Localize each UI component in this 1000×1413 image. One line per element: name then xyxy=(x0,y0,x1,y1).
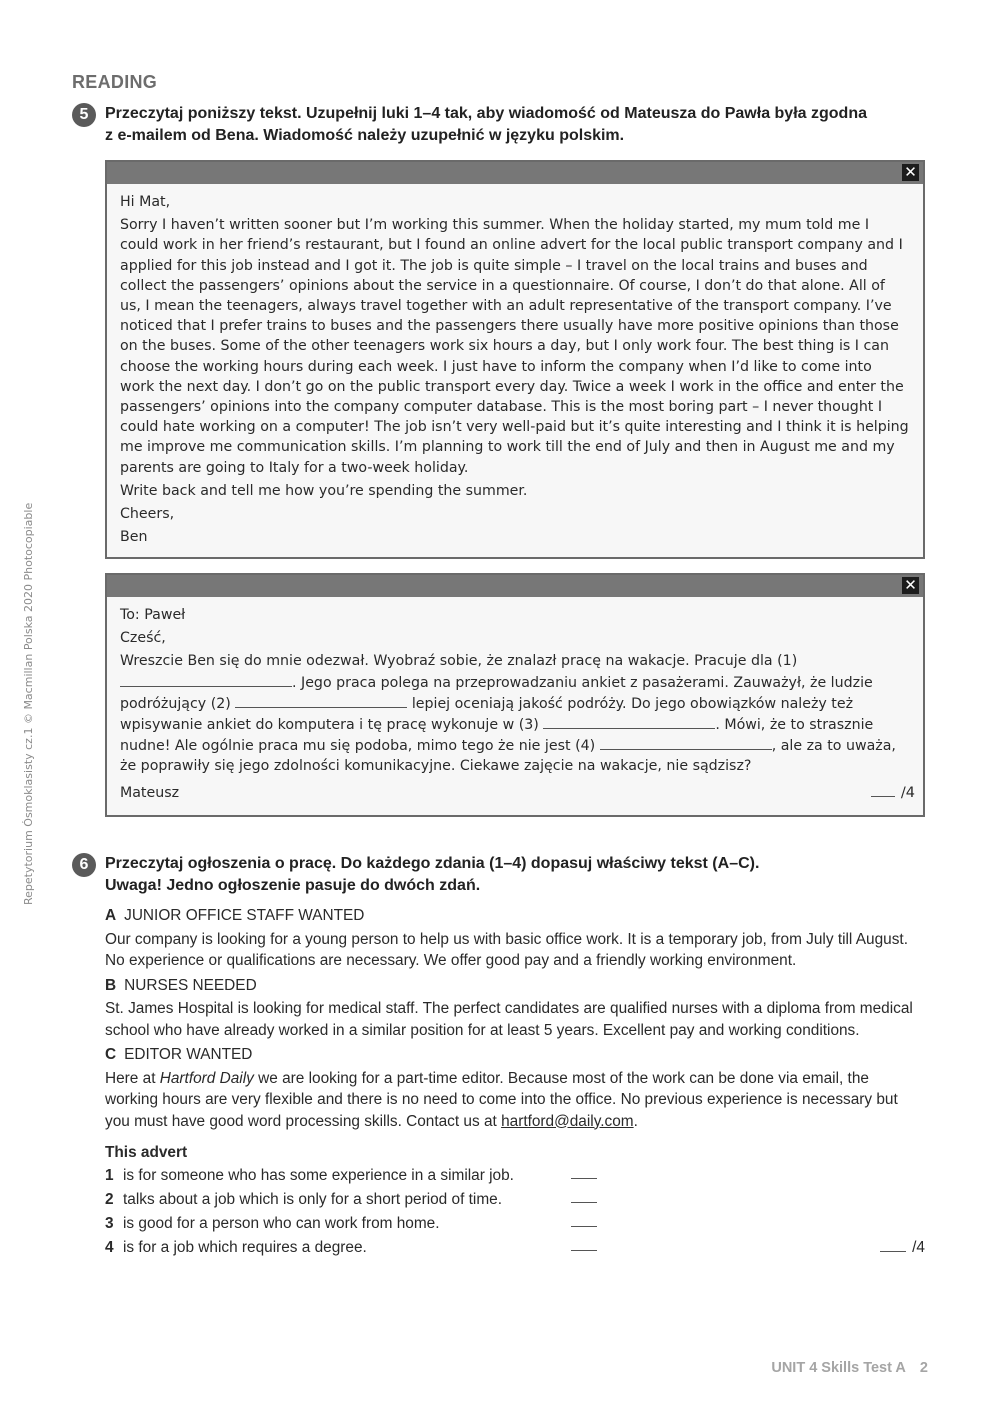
task-6-score-field[interactable] xyxy=(880,1237,906,1252)
copyright-notice: Repetytorium Ósmoklasisty cz.1 © Macmillan Polska 2020 Photocopiable xyxy=(22,502,35,905)
advert-c-heading: C EDITOR WANTED xyxy=(105,1046,253,1063)
email-mateusz-body: Wreszcie Ben się do mnie odezwał. Wyobraź sobie, że znalazł pracę na wakacje. Pracuje dla (1) . Jego praca polega na przeprowadzaniu ankiet z pasażerami. Zauważył, że ludzie podróżujący (2) lepiej oceniają jakość podróży. Do jego obowiązków należy też wpisywanie ankiet do komputera i tę pracę wykonuje w (3) . Mówi, że to strasznie nudne! Ale ogólnie praca mu się podoba, mimo tego że nie jest (4) , ale za to uważa, że poprawiły się jego zdolności komunikacyjne. Ciekawe zajęcie na wakacje, nie sądzisz? xyxy=(120,653,896,775)
email-mateusz xyxy=(105,573,925,817)
task-5-number: 5 xyxy=(72,103,96,127)
gap-4-label: (4) xyxy=(575,738,596,755)
items-title: This advert xyxy=(105,1144,188,1161)
task-6-score: /4 xyxy=(880,1237,925,1259)
email-ben-titlebar xyxy=(107,162,923,184)
footer-unit-label: UNIT 4 Skills Test A xyxy=(771,1360,906,1376)
answer-field-1[interactable] xyxy=(571,1178,597,1179)
answer-field-3[interactable] xyxy=(571,1226,597,1227)
answer-field-4[interactable] xyxy=(571,1250,597,1251)
advert-b-heading: B NURSES NEEDED xyxy=(105,976,257,994)
task-6-instruction-line2: Uwaga! Jedno ogłoszenie pasuje do dwóch zdań. xyxy=(105,877,481,894)
gap-1-answer[interactable] xyxy=(120,672,292,687)
task-5-instruction xyxy=(72,103,912,147)
gap-1-label: (1) xyxy=(777,653,798,670)
job-adverts xyxy=(105,905,925,1261)
gap-3-answer[interactable] xyxy=(543,714,715,729)
email-ben-greeting: Hi Mat, xyxy=(120,194,171,210)
task-6-instruction-line1: Przeczytaj ogłoszenia o pracę. Do każdego zdania (1–4) dopasuj właściwy tekst (A–C). xyxy=(105,855,760,872)
gap-2-label: (2) xyxy=(210,695,231,712)
task-5-score-field[interactable] xyxy=(871,782,895,797)
gap-3-label: (3) xyxy=(518,717,539,734)
task-6-instruction xyxy=(72,853,912,897)
list-item: 3 is good for a person who can work from home. xyxy=(105,1213,925,1237)
email-mateusz-greeting: Cześć, xyxy=(120,630,166,647)
task-5-instruction-line2: z e-mailem od Bena. Wiadomość należy uzupełnić w języku polskim. xyxy=(105,127,625,144)
email-ben-signoff: Cheers, xyxy=(120,506,175,523)
task-5-score: /4 xyxy=(871,782,915,801)
email-mateusz-signature: Mateusz xyxy=(120,784,180,801)
email-ben-body: Sorry I haven’t written sooner but I’m working this summer. When the holiday started, my mum told me I could work in her friend’s restaurant, but I found an online advert for the local public transport company and I applied for this job instead and I got it. The job is quite simple – I travel on the local trains and buses and collect the passengers’ opinions about the service in a questionnaire. Of course, I don’t do that alone. All of us, I mean the teenagers, always travel together with an adult representative of the transport company. I’ve noticed that I prefer trains to buses and the passengers there usually have more positive opinions than those on the buses. Some of the other teenagers work six hours a day, but I only work four. The best thing is I can choose the working hours during each week. I just have to inform the company when I’d like to come into work the next day. I don’t go on the public transport every day. Twice a week I work in the office and enter the passengers’ opinions into the company computer database. This is the most boring part – I never thought I could hate working on a computer! The job isn’t very well-paid but it’s quite interesting and I think it is helping me improve me communication skills. I’m planning to work till the end of July and then in August me and my parents are going to Italy for a two-week holiday. xyxy=(120,217,909,476)
list-item: 2 talks about a job which is only for a short period of time. xyxy=(105,1189,925,1213)
task-6-number: 6 xyxy=(72,853,96,877)
advert-a-text: Our company is looking for a young person to help us with basic office work. It is a temporary job, from July till August. No experience or qualifications are necessary. We offer good pay and a friendly working environment. xyxy=(105,930,908,969)
email-ben xyxy=(105,160,925,559)
list-item: 4 is for a job which requires a degree. /4 xyxy=(105,1237,925,1261)
advert-b-text: St. James Hospital is looking for medical staff. The perfect candidates are qualified nurses with a diploma from medical school who have already worked in a similar position for at least 5 years. Excellent pay and working conditions. xyxy=(105,1000,913,1039)
answer-field-2[interactable] xyxy=(571,1202,597,1203)
close-icon[interactable]: ✕ xyxy=(902,577,919,594)
email-ben-signature: Ben xyxy=(120,529,148,546)
gap-2-answer[interactable] xyxy=(235,693,407,708)
page-number: 2 xyxy=(919,1360,928,1376)
advert-a-heading: A JUNIOR OFFICE STAFF WANTED xyxy=(105,907,365,924)
list-item: 1 is for someone who has some experience in a similar job. xyxy=(105,1165,925,1189)
section-heading: READING xyxy=(72,72,158,92)
email-mateusz-recipient: To: Paweł xyxy=(120,607,186,623)
gap-4-answer[interactable] xyxy=(600,735,772,750)
email-ben-closing: Write back and tell me how you’re spending the summer. xyxy=(120,482,528,499)
matching-items xyxy=(105,1142,925,1261)
advert-c-text: Here at Hartford Daily we are looking for a part-time editor. Because most of the work can be done via email, the working hours are very flexible and there is no need to come into the office. No previous experience is necessary but you must have good word processing skills. Contact us at hartford@daily.com. xyxy=(105,1069,898,1130)
email-link[interactable]: hartford@daily.com xyxy=(501,1112,634,1130)
close-icon[interactable]: ✕ xyxy=(902,164,919,181)
page-footer xyxy=(771,1360,928,1376)
task-5-instruction-line1: Przeczytaj poniższy tekst. Uzupełnij luki 1–4 tak, aby wiadomość od Mateusza do Pawła była zgodna xyxy=(105,105,867,122)
email-mateusz-titlebar xyxy=(107,575,923,597)
